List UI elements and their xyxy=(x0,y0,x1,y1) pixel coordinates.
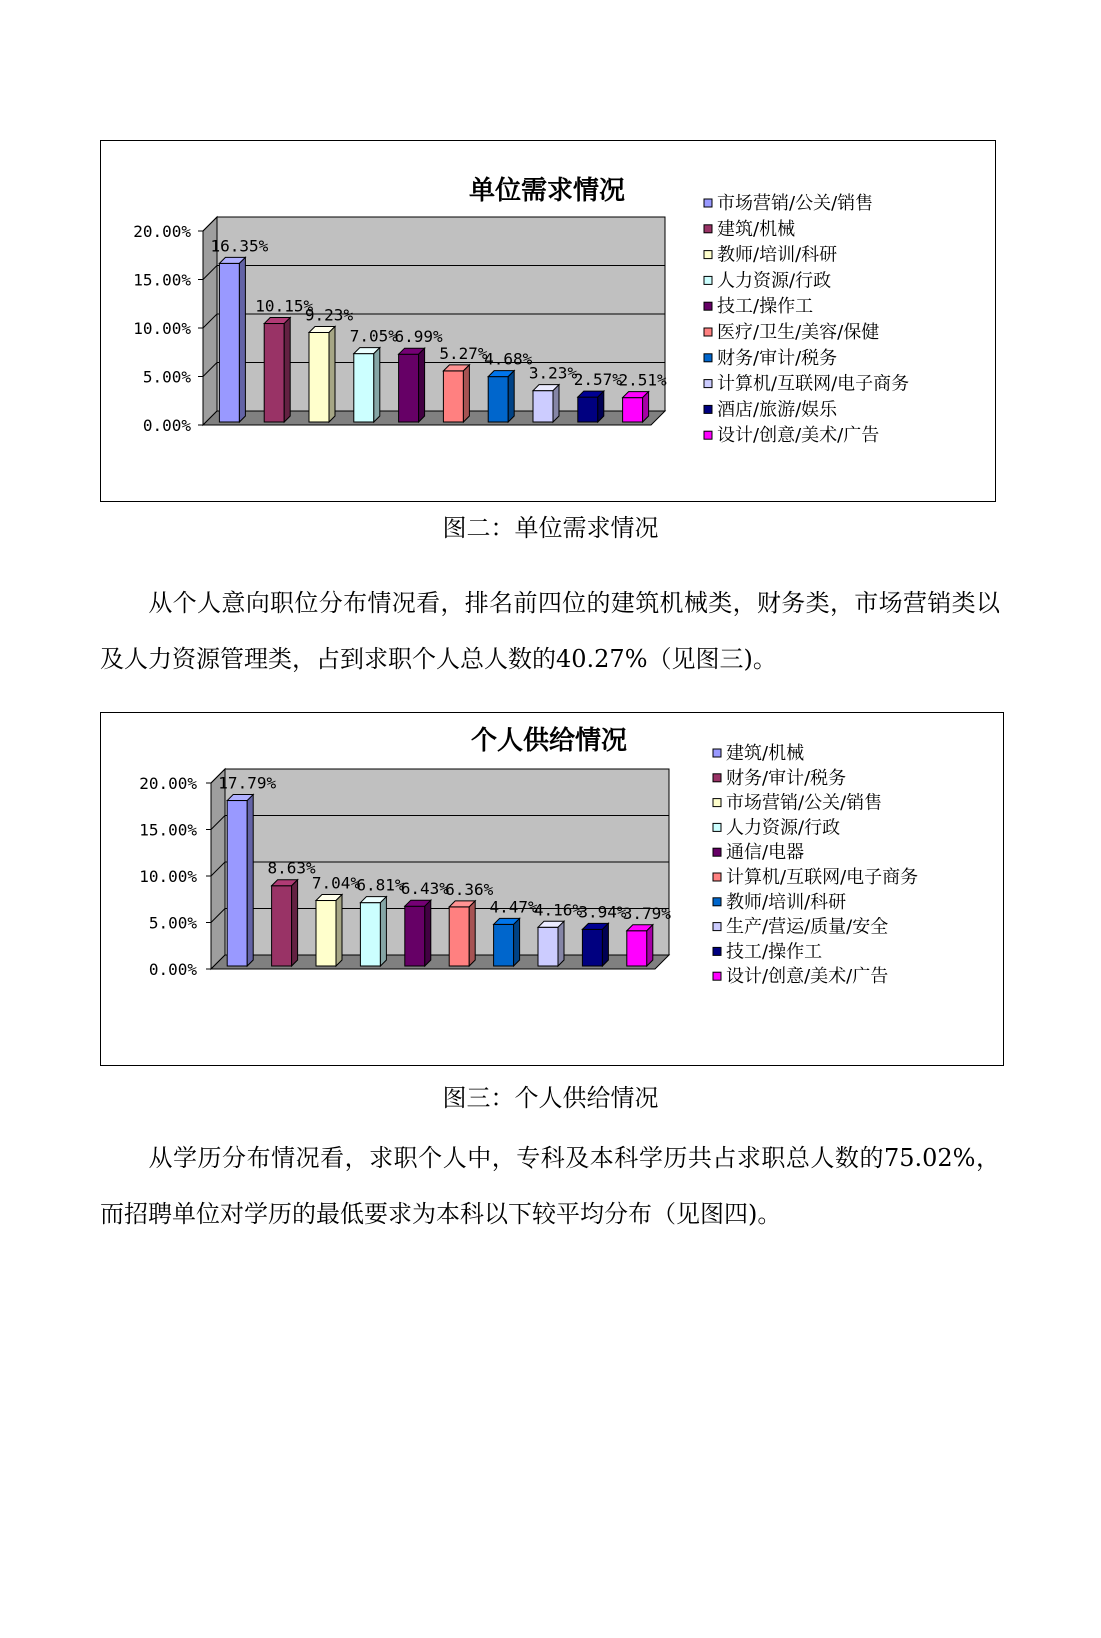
legend-entry: 技工/操作工 xyxy=(717,296,814,318)
bar-side xyxy=(329,326,335,422)
legend-entry: 人力资源/行政 xyxy=(717,270,832,292)
legend-entry: 设计/创意/美术/广告 xyxy=(726,966,889,988)
legend-entry: 人力资源/行政 xyxy=(726,817,841,839)
bar-front xyxy=(627,931,647,966)
legend-swatch xyxy=(704,225,712,233)
chart-title: 个人供给情况 xyxy=(470,726,628,756)
data-label: 4.16% xyxy=(533,900,583,920)
bar xyxy=(488,371,514,422)
legend-swatch xyxy=(713,898,721,906)
legend-swatch xyxy=(704,251,712,259)
bar xyxy=(538,921,564,966)
bar-side xyxy=(239,257,245,422)
chart-personal-supply xyxy=(100,712,1004,1066)
chart-personal-supply-svg xyxy=(101,713,1005,1067)
legend-entry: 财务/审计/税务 xyxy=(726,767,847,789)
bar xyxy=(623,392,649,422)
legend-swatch xyxy=(713,823,721,831)
legend-entry: 通信/电器 xyxy=(726,842,805,864)
legend-swatch xyxy=(713,873,721,881)
chart-title: 单位需求情况 xyxy=(468,176,626,206)
bar-front xyxy=(494,924,514,966)
legend-entry: 生产/营运/质量/安全 xyxy=(726,916,889,938)
bar-side xyxy=(553,385,559,422)
bar xyxy=(219,257,245,422)
data-label: 3.79% xyxy=(622,903,671,923)
legend-entry: 建筑/机械 xyxy=(726,743,805,764)
bar xyxy=(316,895,342,966)
bar-side xyxy=(463,365,469,422)
legend-swatch xyxy=(713,972,721,980)
y-tick-label: 15.00% xyxy=(133,270,191,290)
legend-swatch xyxy=(704,431,712,439)
legend-entry: 建筑/机械 xyxy=(717,218,796,240)
data-label: 7.05% xyxy=(349,326,398,346)
data-label: 5.27% xyxy=(439,343,488,363)
y-tick-label: 10.00% xyxy=(133,319,191,338)
bar-front xyxy=(354,354,374,422)
bar-side xyxy=(643,392,649,422)
bar-side xyxy=(514,918,520,966)
bar-front xyxy=(623,398,643,422)
bar xyxy=(227,795,253,966)
y-tick-label: 20.00% xyxy=(133,222,191,241)
legend-swatch xyxy=(704,302,712,310)
y-tick-label: 20.00% xyxy=(139,774,197,793)
bar xyxy=(354,348,380,422)
chart-unit-demand xyxy=(100,140,996,502)
legend-swatch xyxy=(704,199,712,207)
bar-front xyxy=(316,901,336,966)
legend-entry: 财务/审计/税务 xyxy=(717,347,838,369)
bar-front xyxy=(578,397,598,422)
bar-front xyxy=(227,801,247,966)
legend-swatch xyxy=(704,405,712,413)
y-tick-label: 5.00% xyxy=(142,367,191,387)
data-label: 3.94% xyxy=(578,902,627,922)
bar-front xyxy=(538,927,558,966)
legend-swatch xyxy=(704,328,712,336)
bar-front xyxy=(405,906,425,966)
y-tick-label: 5.00% xyxy=(148,913,197,933)
bar xyxy=(360,897,386,966)
bar-side xyxy=(380,897,386,966)
bar xyxy=(264,318,290,422)
data-label: 9.23% xyxy=(304,305,354,325)
bar-front xyxy=(533,391,553,422)
bar xyxy=(578,391,604,422)
bar xyxy=(582,923,608,966)
bar-side xyxy=(425,900,431,966)
data-label: 6.36% xyxy=(445,879,494,899)
bar xyxy=(309,326,335,422)
bar-side xyxy=(336,895,342,966)
bar-side xyxy=(647,925,653,966)
bar-front xyxy=(399,354,419,422)
bar-side xyxy=(558,921,564,966)
data-label: 3.23% xyxy=(528,363,578,383)
bar xyxy=(449,901,475,966)
data-label: 10.15% xyxy=(255,296,314,316)
bar-side xyxy=(419,348,425,422)
legend-swatch xyxy=(704,354,712,362)
data-label: 6.81% xyxy=(356,875,405,895)
legend-swatch xyxy=(704,380,712,388)
bar xyxy=(533,385,559,422)
bar-side xyxy=(284,318,290,422)
bar xyxy=(405,900,431,966)
bar-side xyxy=(508,371,514,422)
y-tick-label: 15.00% xyxy=(139,820,197,840)
bar xyxy=(399,348,425,422)
bar xyxy=(627,925,653,966)
data-label: 8.63% xyxy=(267,858,316,878)
bar-front xyxy=(443,371,463,422)
bar-front xyxy=(272,886,292,966)
bar-front xyxy=(360,903,380,966)
legend-entry: 医疗/卫生/美容/保健 xyxy=(717,322,880,343)
legend-swatch xyxy=(713,947,721,955)
bar-side xyxy=(247,795,253,966)
data-label: 6.99% xyxy=(394,327,443,347)
data-label: 4.68% xyxy=(484,349,533,369)
bar-side xyxy=(602,923,608,966)
legend-entry: 教师/培训/科研 xyxy=(726,891,847,913)
bar-side xyxy=(598,391,604,422)
legend-swatch xyxy=(713,799,721,807)
bar-side xyxy=(292,880,298,966)
y-tick-label: 10.00% xyxy=(139,867,197,886)
bar-side xyxy=(469,901,475,966)
data-label: 4.47% xyxy=(489,897,538,917)
y-tick-label: 0.00% xyxy=(148,960,197,979)
paragraph-1-text: 从个人意向职位分布情况看，排名前四位的建筑机械类，财务类，市场营销类以及人力资源管理类，占到求职个人总人数的40.27%（见图三)。 xyxy=(100,589,1000,673)
legend-entry: 教师/培训/科研 xyxy=(717,244,838,266)
data-label: 17.79% xyxy=(218,773,277,793)
paragraph-2 xyxy=(100,1130,1000,1242)
figure-caption-3: 图三：个人供给情况 xyxy=(442,1084,659,1112)
legend-swatch xyxy=(713,923,721,931)
data-label: 6.43% xyxy=(400,879,449,899)
bar xyxy=(494,918,520,966)
bar-front xyxy=(309,332,329,422)
legend-entry: 设计/创意/美术/广告 xyxy=(717,425,880,447)
data-label: 2.51% xyxy=(618,370,667,390)
figure-caption-2: 图二：单位需求情况 xyxy=(442,514,659,542)
data-label: 2.57% xyxy=(573,370,622,390)
paragraph-1 xyxy=(100,575,1000,687)
legend-entry: 市场营销/公关/销售 xyxy=(726,792,883,814)
legend-entry: 计算机/互联网/电子商务 xyxy=(726,867,919,888)
legend-swatch xyxy=(713,848,721,856)
chart-unit-demand-svg xyxy=(101,141,997,503)
y-tick-label: 0.00% xyxy=(142,416,191,435)
bar-front xyxy=(219,263,239,422)
paragraph-2-text: 从学历分布情况看，求职个人中，专科及本科学历共占求职总人数的75.02%，而招聘单位对学历的最低要求为本科以下较平均分布（见图四)。 xyxy=(100,1144,1000,1228)
bar-front xyxy=(264,324,284,422)
bar-front xyxy=(488,377,508,422)
bar xyxy=(272,880,298,966)
bar-side xyxy=(374,348,380,422)
legend-swatch xyxy=(713,774,721,782)
legend-entry: 酒店/旅游/娱乐 xyxy=(717,399,838,421)
legend-entry: 计算机/互联网/电子商务 xyxy=(717,373,910,395)
legend-entry: 技工/操作工 xyxy=(726,941,823,963)
legend-entry: 市场营销/公关/销售 xyxy=(717,193,874,214)
data-label: 7.04% xyxy=(311,873,361,893)
legend-swatch xyxy=(713,749,721,757)
bar-front xyxy=(582,929,602,966)
bar xyxy=(443,365,469,422)
data-label: 16.35% xyxy=(210,236,269,256)
legend-swatch xyxy=(704,276,712,284)
bar-front xyxy=(449,907,469,966)
